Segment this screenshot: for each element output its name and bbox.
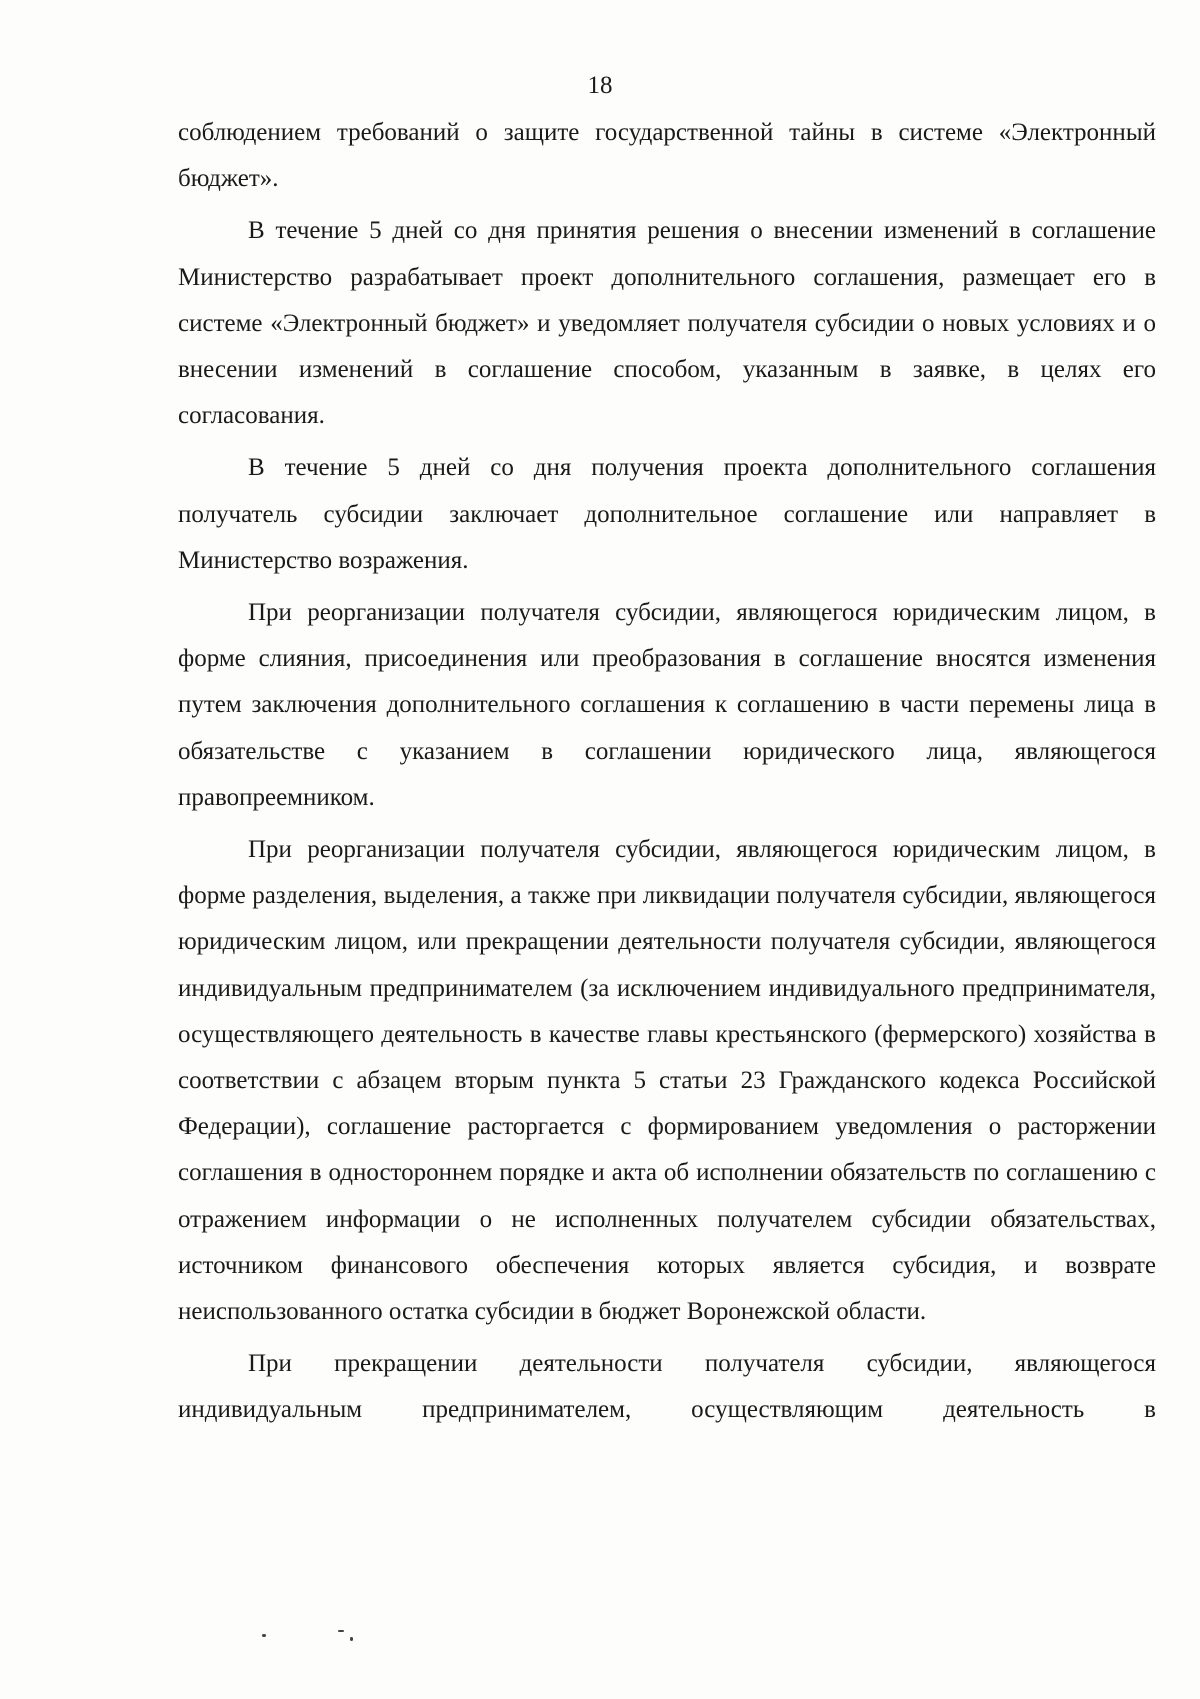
paragraph-reorganization-division: При реорганизации получателя субсидии, являющегося юридическим лицом, в форме разделения, выделения, а также при ликвидации получателя субсидии, являющегося юридическим лицом, или прекращении деятельности получателя субсидии, являющегося индивидуальным предпринимателем (за исключением индивидуального предпринимателя, осуществляющего деятельность в качестве главы крестьянского (фермерского) хозяйства в соответствии с абзацем вторым пункта 5 статьи 23 Гражданского кодекса Российской Федерации), соглашение расторгается с формированием уведомления о расторжении соглашения в одностороннем порядке и акта об исполнении обязательств по соглашению с отражением информации о не исполненных получателем субсидии обязательствах, источником финансового обеспечения которых является субсидия, и возврате неиспользованного остатка субсидии в бюджет Воронежской области. (178, 836, 1156, 1326)
scan-speck (338, 1630, 344, 1632)
paragraph-termination: При прекращении деятельности получателя субсидии, являющегося индивидуальным предпринимателем, осуществляющим деятельность в (178, 1350, 1156, 1424)
document-body (178, 110, 1156, 1434)
scan-speck (262, 1634, 266, 1637)
paragraph-reorganization-merger: При реорганизации получателя субсидии, являющегося юридическим лицом, в форме слияния, присоединения или преобразования в соглашение вносятся изменения путем заключения дополнительного соглашения к соглашению в части перемены лица в обязательстве с указанием в соглашении юридического лица, являющегося правопреемником. (178, 599, 1156, 811)
paragraph-continuation: соблюдением требований о защите государственной тайны в системе «Электронный бюджет». (178, 119, 1156, 193)
paragraph-recipient-response: В течение 5 дней со дня получения проекта дополнительного соглашения получатель субсидии заключает дополнительное соглашение или направляет в Министерство возражения. (178, 454, 1156, 574)
page-number: 18 (587, 72, 613, 99)
scan-speck (350, 1637, 353, 1641)
paragraph-amendment-procedure: В течение 5 дней со дня принятия решения о внесении изменений в соглашение Министерство разрабатывает проект дополнительного соглашения, размещает его в системе «Электронный бюджет» и уведомляет получателя субсидии о новых условиях и о внесении изменений в соглашение способом, указанным в заявке, в целях его согласования. (178, 217, 1156, 430)
